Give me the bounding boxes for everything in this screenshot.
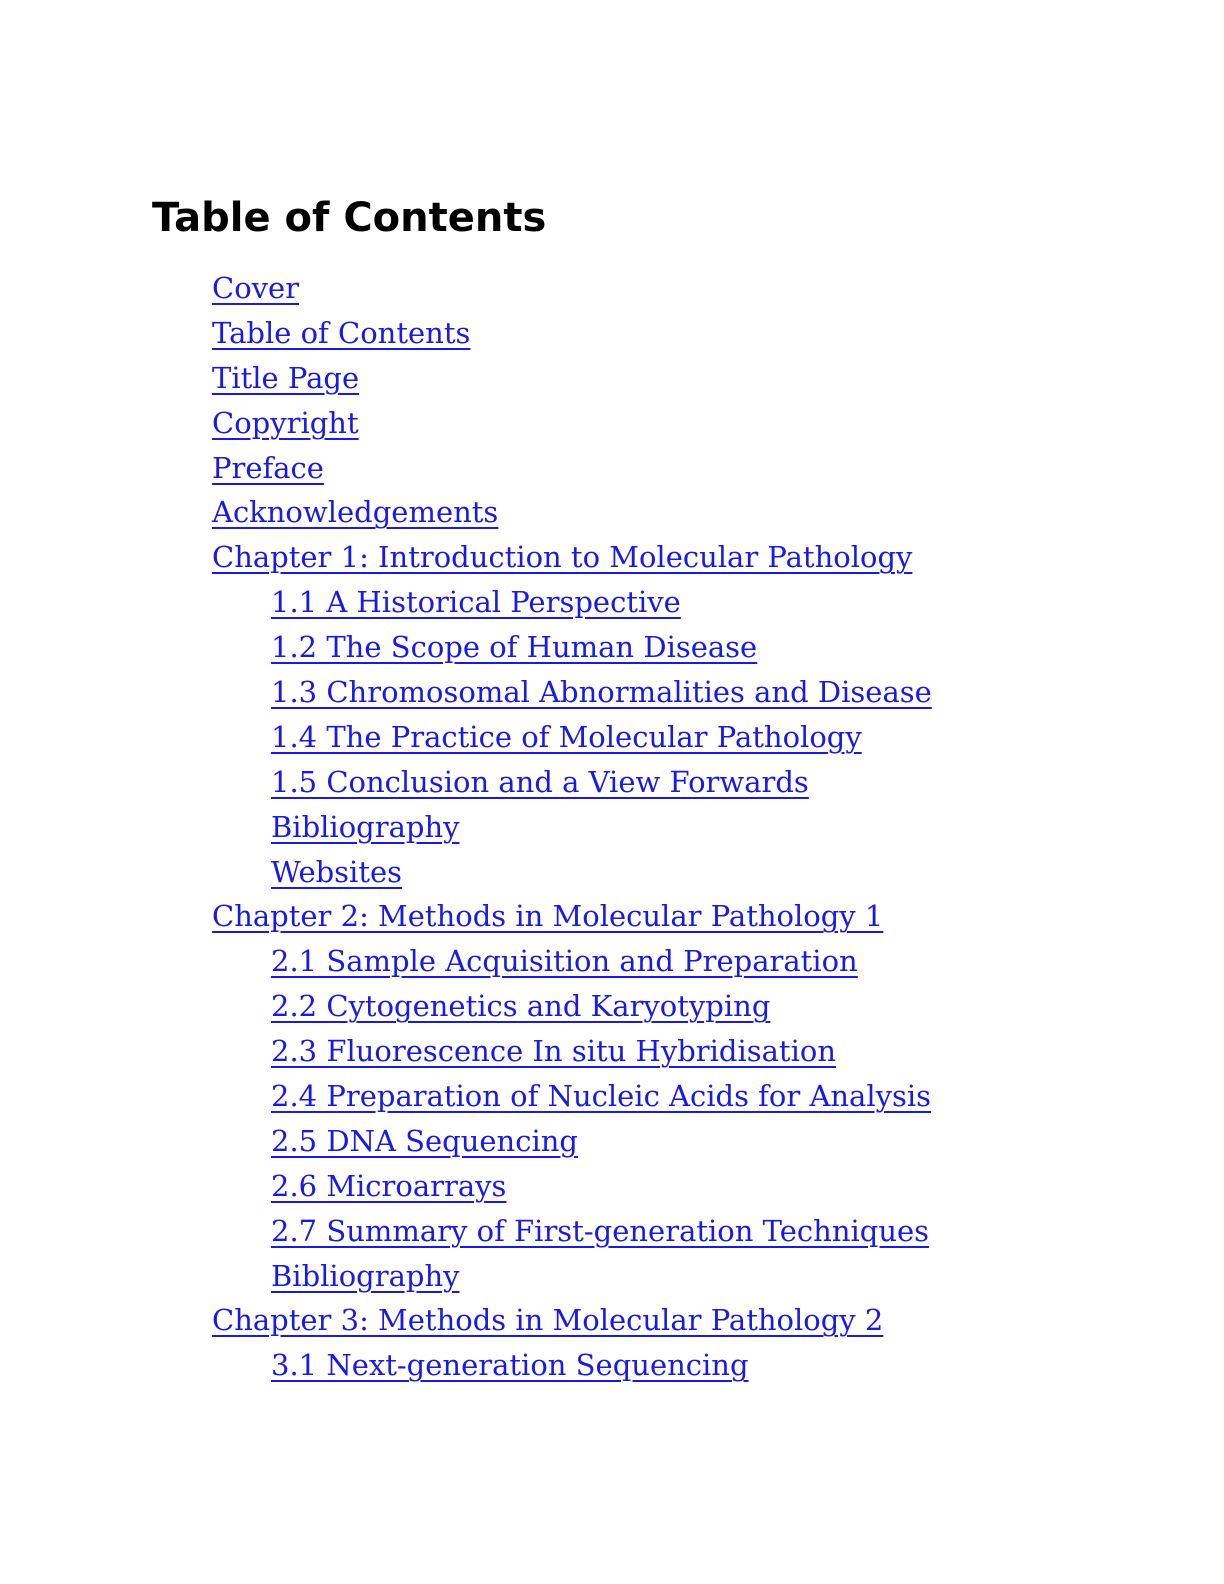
toc-entry xyxy=(0,892,1224,937)
toc-subentry xyxy=(0,1072,1224,1117)
toc-subentry-link[interactable]: 2.6 Microarrays xyxy=(271,1168,507,1203)
toc-subentry-link[interactable]: 1.2 The Scope of Human Disease xyxy=(271,630,758,665)
toc-entry-link[interactable]: Chapter 2: Methods in Molecular Pathology 1 xyxy=(212,899,884,934)
toc-subentry xyxy=(0,1207,1224,1252)
toc-entry xyxy=(0,354,1224,399)
toc-entry xyxy=(0,533,1224,578)
toc-subentry xyxy=(0,937,1224,982)
toc-subentry xyxy=(0,1162,1224,1207)
toc-entry-link[interactable]: Preface xyxy=(212,450,324,485)
toc-subentry-link[interactable]: 2.3 Fluorescence In situ Hybridisation xyxy=(271,1034,836,1069)
toc-subentry xyxy=(0,982,1224,1027)
toc-subentry xyxy=(0,1027,1224,1072)
toc-entry-link[interactable]: Cover xyxy=(212,271,300,305)
toc-entry-link[interactable]: Copyright xyxy=(212,405,359,440)
toc-subentry xyxy=(0,1341,1224,1386)
toc-subentry xyxy=(0,668,1224,713)
toc-subentry-link[interactable]: 2.4 Preparation of Nucleic Acids for Analysis xyxy=(271,1079,932,1114)
toc-entry xyxy=(0,444,1224,489)
toc-entry xyxy=(0,399,1224,444)
toc-entry xyxy=(0,309,1224,354)
toc-subentry-link[interactable]: 2.1 Sample Acquisition and Preparation xyxy=(271,944,858,979)
toc-subentry xyxy=(0,623,1224,668)
toc-subentry-link[interactable]: 3.1 Next-generation Sequencing xyxy=(271,1348,749,1383)
toc-entry-link[interactable]: Title Page xyxy=(212,360,360,395)
toc-subentry-link[interactable]: Bibliography xyxy=(271,1258,460,1293)
toc-subentry-link[interactable]: 1.3 Chromosomal Abnormalities and Disease xyxy=(271,675,932,710)
toc-entry-link[interactable]: Table of Contents xyxy=(212,315,471,350)
toc-subentry-link[interactable]: 1.5 Conclusion and a View Forwards xyxy=(271,764,809,799)
toc-subentry xyxy=(0,1117,1224,1162)
page-title: Table of Contents xyxy=(152,195,547,241)
toc-entry xyxy=(0,264,1224,309)
toc-subentry xyxy=(0,758,1224,803)
toc-subentry-link[interactable]: 2.5 DNA Sequencing xyxy=(271,1123,578,1158)
toc-subentry-link[interactable]: Websites xyxy=(271,854,403,889)
toc-subentry-link[interactable]: 1.1 A Historical Perspective xyxy=(271,585,681,620)
toc-subentry xyxy=(0,578,1224,623)
toc-subentry-link[interactable]: 2.2 Cytogenetics and Karyotyping xyxy=(271,989,771,1024)
toc-entry-link[interactable]: Chapter 1: Introduction to Molecular Pathology xyxy=(212,540,913,575)
toc-subentry xyxy=(0,713,1224,758)
toc-subentry xyxy=(0,848,1224,893)
toc-subentry xyxy=(0,1252,1224,1297)
toc-list xyxy=(0,264,1224,1386)
toc-subentry xyxy=(0,803,1224,848)
toc-entry xyxy=(0,488,1224,533)
toc-subentry-link[interactable]: 1.4 The Practice of Molecular Pathology xyxy=(271,719,862,754)
toc-entry-link[interactable]: Acknowledgements xyxy=(212,495,499,530)
toc-subentry-link[interactable]: 2.7 Summary of First-generation Techniques xyxy=(271,1213,930,1248)
toc-entry-link[interactable]: Chapter 3: Methods in Molecular Pathology 2 xyxy=(212,1303,884,1338)
toc-entry xyxy=(0,1296,1224,1341)
toc-subentry-link[interactable]: Bibliography xyxy=(271,809,460,844)
